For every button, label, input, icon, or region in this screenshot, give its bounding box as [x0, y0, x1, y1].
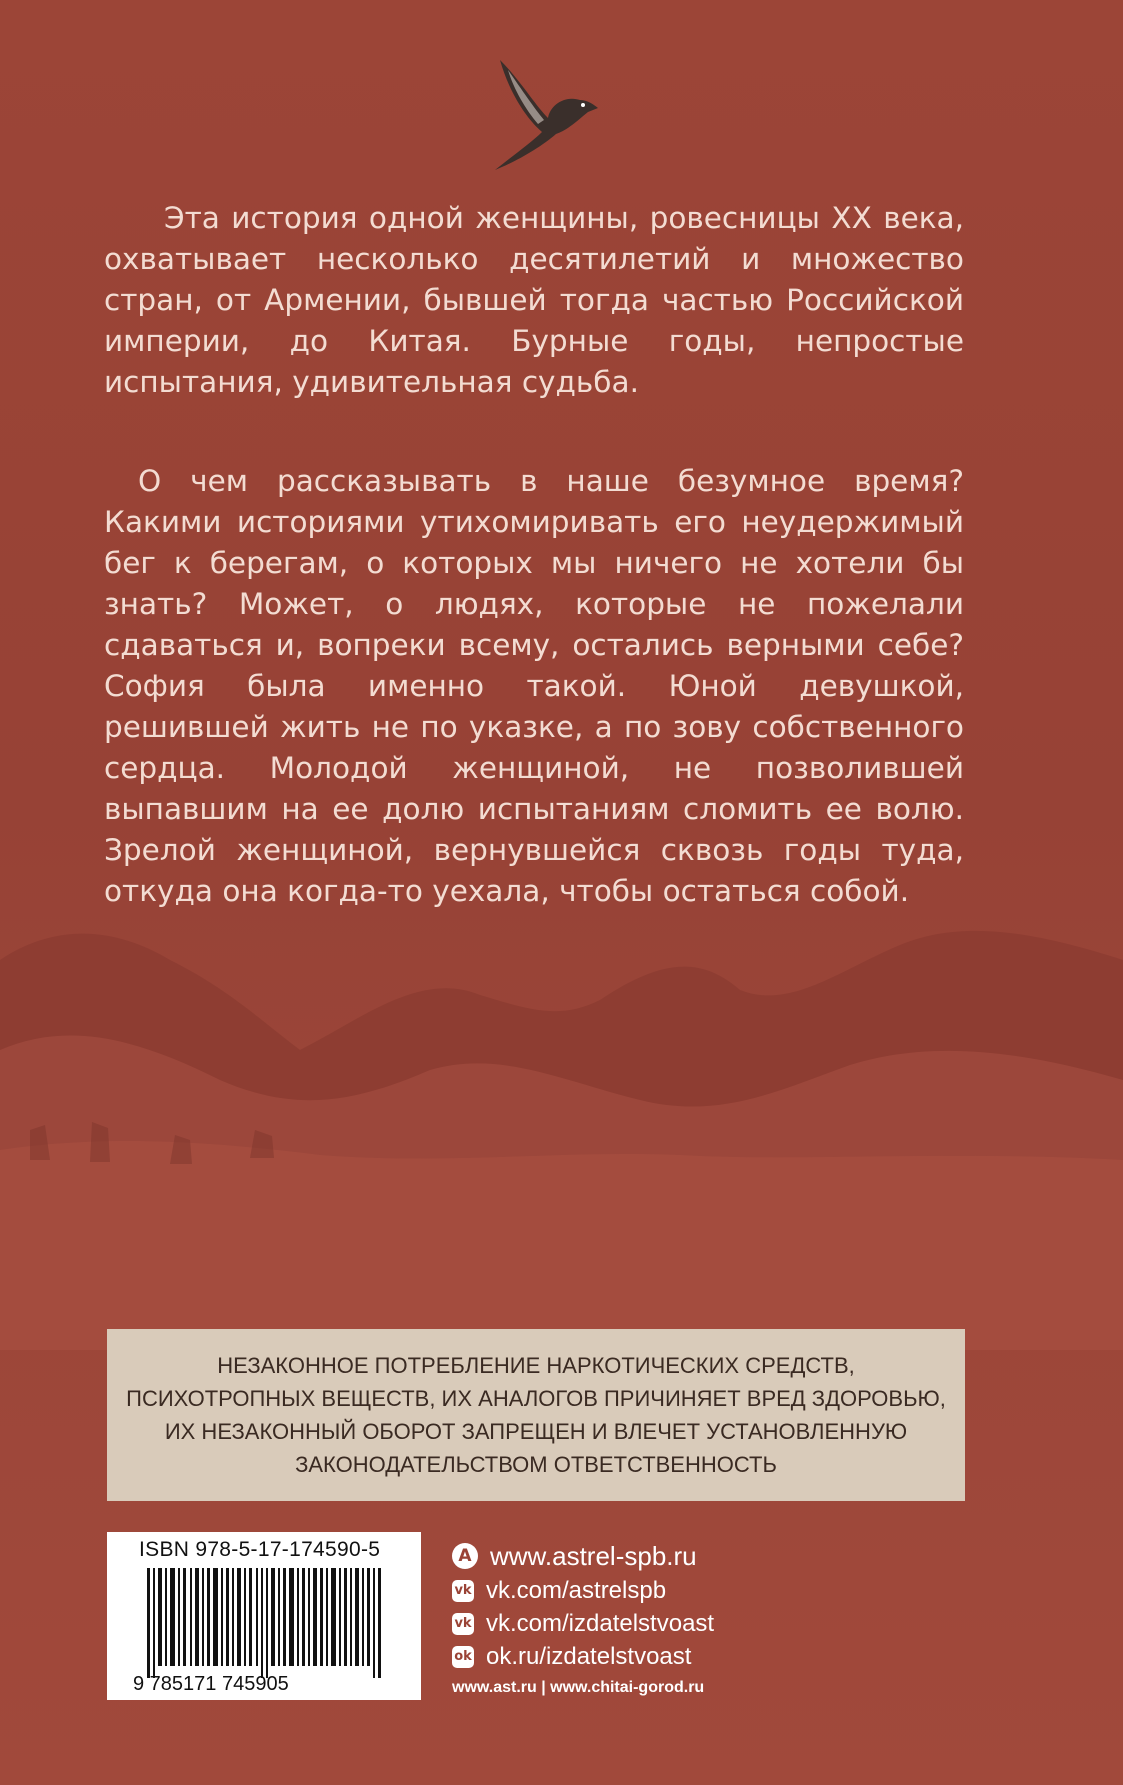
vk-icon: vk	[452, 1580, 474, 1602]
health-warning-text: НЕЗАКОННОЕ ПОТРЕБЛЕНИЕ НАРКОТИЧЕСКИХ СРЕДСТВ, ПСИХОТРОПНЫХ ВЕЩЕСТВ, ИХ АНАЛОГОВ ПРИЧИНЯЕТ ВРЕД ЗДОРОВЬЮ, ИХ НЕЗАКОННЫЙ ОБОРОТ ЗАПРЕЩЕН И ВЛЕЧЕТ УСТАНОВЛЕННУЮ ЗАКОНОДАТЕЛЬСТВОМ ОТВЕТСТВЕННОСТЬ	[126, 1353, 946, 1477]
barcode-box	[107, 1532, 421, 1700]
blurb-paragraph-1: Эта история одной женщины, ровесницы XX века, охватывает несколько десятилетий и множество стран, от Армении, бывшей тогда частью Российской империи, до Китая. Бурные годы, непростые испытания, удивительная судьба.	[104, 201, 964, 399]
astrel-logo-icon: A	[452, 1543, 478, 1569]
mountain-landscape-illustration	[0, 900, 1123, 1350]
bird-illustration	[480, 50, 610, 175]
ok-icon: ok	[452, 1646, 474, 1668]
vk-link-1[interactable]	[452, 1574, 872, 1607]
blurb-paragraph-2: О чем рассказывать в наше безумное время? Какими историями утихомиривать его неудержимый бег к берегам, о которых мы ничего не хотели бы знать? Может, о людях, которые не пожелали сдаваться и, вопреки всему, остались верными себе? София была именно такой. Юной девушкой, решившей жить не по указке, а по зову собственного сердца. Молодой женщиной, не позволившей выпавшим на ее долю испытаниям сломить ее волю. Зрелой женщиной, вернувшейся сквозь годы туда, откуда она когда-то уехала, чтобы остаться собой.	[104, 464, 964, 908]
publisher-links	[452, 1538, 872, 1697]
website-link-label: www.astrel-spb.ru	[490, 1540, 697, 1571]
footer-links[interactable]: www.ast.ru | www.chitai-gorod.ru	[452, 1679, 705, 1696]
ok-link-label: ok.ru/izdatelstvoast	[486, 1642, 692, 1670]
isbn-label: ISBN 978-5-17-174590-5	[139, 1538, 381, 1561]
health-warning-box	[107, 1329, 965, 1501]
ok-link[interactable]	[452, 1640, 872, 1673]
website-link[interactable]	[452, 1538, 872, 1574]
vk-link-2[interactable]	[452, 1607, 872, 1640]
vk-link-2-label: vk.com/izdatelstvoast	[486, 1609, 715, 1637]
vk-icon: vk	[452, 1613, 474, 1635]
barcode-icon	[133, 1568, 407, 1692]
barcode-number: 9 785171 745905	[133, 1673, 289, 1692]
vk-link-1-label: vk.com/astrelspb	[486, 1576, 667, 1604]
